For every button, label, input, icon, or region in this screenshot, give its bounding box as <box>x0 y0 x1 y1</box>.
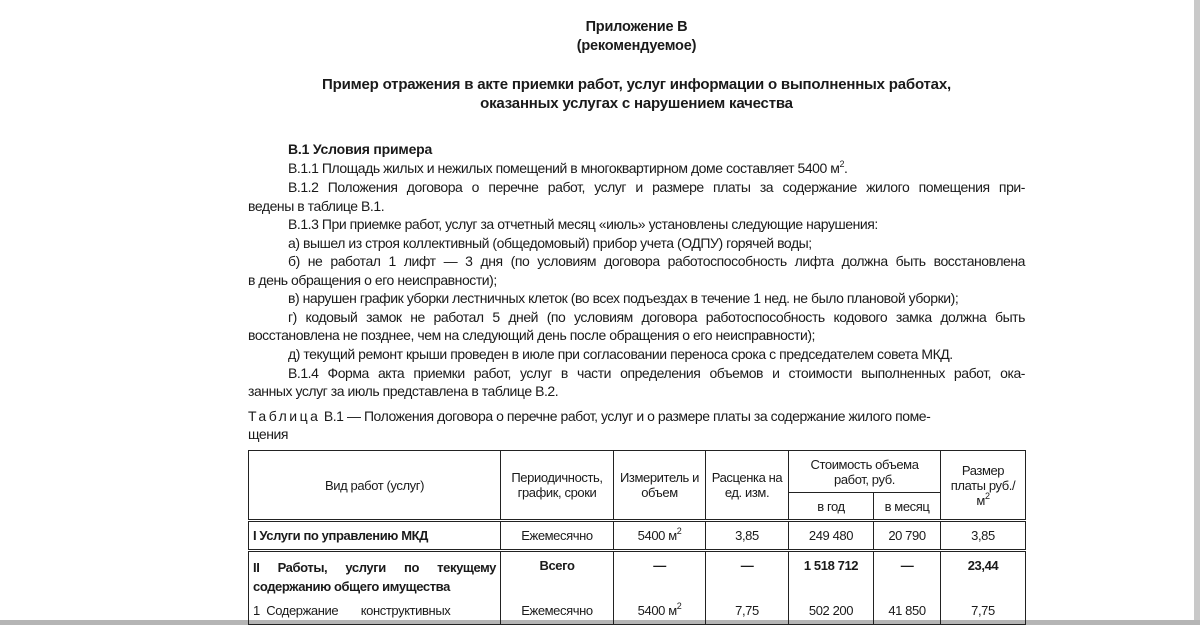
header-measure: Измеритель и объем <box>614 451 706 521</box>
cell-fee: 7,75 <box>941 597 1026 625</box>
paragraph-b14-line1: В.1.4 Форма акта приемки работ, услуг в части определения объемов и стоимости выполненных работ, ока- <box>288 365 1025 381</box>
title-line-2: оказанных услугах с нарушением качества <box>480 95 793 112</box>
header-year: в год <box>789 493 874 521</box>
header-fee-sup: 2 <box>984 490 990 501</box>
appendix-label: Приложение В <box>585 19 688 35</box>
cell-fee: 23,44 <box>941 551 1026 597</box>
table-row <box>249 551 1026 597</box>
cell-measure-text: 5400 м <box>637 602 677 618</box>
cell-period: Всего <box>501 551 614 597</box>
title-line-1: Пример отражения в акте приемки работ, услуг информации о выполненных работах, <box>322 76 951 93</box>
cell-work: II Работы, услуги по текущему содержанию общего имущества <box>249 551 501 597</box>
paragraph-b13: В.1.3 При приемке работ, услуг за отчетный месяц «июль» установлены следующие нарушения: <box>288 216 878 232</box>
cell-rate: 3,85 <box>706 521 789 551</box>
paragraph-b14-line2: занных услуг за июль представлена в таблице В.2. <box>248 383 559 399</box>
header-fee <box>941 451 1026 521</box>
header-work: Вид работ (услуг) <box>249 451 501 521</box>
item-b-line1: б) не работал 1 лифт — 3 дня (по условиям договора работоспособность лифта должна быть восстановлена <box>288 253 1025 269</box>
paragraph-b12-line1: В.1.2 Положения договора о перечне работ, услуг и размере платы за содержание жилого помещения при- <box>288 179 1025 195</box>
paragraph-b12-line2: ведены в таблице В.1. <box>248 198 385 214</box>
item-d: д) текущий ремонт крыши проведен в июле при согласовании переноса срока с председателем совета МКД. <box>288 346 953 362</box>
item-v: в) нарушен график уборки лестничных клеток (во всех подъездах в течение 1 нед. не было плановой уборки); <box>288 290 959 306</box>
header-rate: Расценка на ед. изм. <box>706 451 789 521</box>
cell-measure-sup: 2 <box>676 600 682 611</box>
cell-measure: — <box>614 551 706 597</box>
header-month: в месяц <box>874 493 941 521</box>
item-b-line2: в день обращения о его неисправности); <box>248 272 497 288</box>
table-row <box>249 521 1026 551</box>
header-fee-text: Размер платы руб./м <box>950 462 1016 508</box>
item-g-line2: восстановлена не позднее, чем на следующий день после обращения о его неисправности); <box>248 327 815 343</box>
cell-rate: 7,75 <box>706 597 789 625</box>
cell-measure-text: 5400 м <box>637 528 677 543</box>
b11-sup: 2 <box>839 159 845 169</box>
b11-text: В.1.1 Площадь жилых и нежилых помещений в многоквартирном доме составляет 5400 м <box>288 160 840 176</box>
page-right-edge <box>1194 0 1200 625</box>
cell-rate: — <box>706 551 789 597</box>
cell-period: Ежемесячно <box>501 597 614 625</box>
table-caption-text: В.1 — Положения договора о перечне работ, услуг и о размере платы за содержание жилого поме- <box>320 408 931 424</box>
cell-work: I Услуги по управлению МКД <box>249 521 501 551</box>
cell-year: 249 480 <box>789 521 874 551</box>
cell-month: — <box>874 551 941 597</box>
cell-measure <box>614 521 706 551</box>
appendix-kind: (рекомендуемое) <box>576 38 697 54</box>
header-period: Периодичность, график, сроки <box>501 451 614 521</box>
cell-month: 20 790 <box>874 521 941 551</box>
item-a: а) вышел из строя коллективный (общедомовый) прибор учета (ОДПУ) горячей воды; <box>288 235 812 251</box>
table-caption-line2: щения <box>248 426 289 442</box>
cell-measure <box>614 597 706 625</box>
contract-table <box>248 450 1026 625</box>
cell-period: Ежемесячно <box>501 521 614 551</box>
cell-year: 502 200 <box>789 597 874 625</box>
item-g-line1: г) кодовый замок не работал 5 дней (по условиям договора работоспособность кодового замка должна быть <box>288 309 1025 325</box>
cell-fee: 3,85 <box>941 521 1026 551</box>
b11-end: . <box>844 160 848 176</box>
table-caption-label: Таблица <box>248 408 321 424</box>
cell-year: 1 518 712 <box>789 551 874 597</box>
section-heading: В.1 Условия примера <box>288 141 433 157</box>
cell-work: 1 Содержание конструктивных <box>249 597 501 625</box>
cell-measure-sup: 2 <box>676 526 682 536</box>
table-row <box>249 597 1026 625</box>
table-caption-line1 <box>248 407 1025 425</box>
paragraph-b11 <box>248 159 1025 177</box>
cell-month: 41 850 <box>874 597 941 625</box>
header-cost: Стоимость объема работ, руб. <box>789 451 941 493</box>
